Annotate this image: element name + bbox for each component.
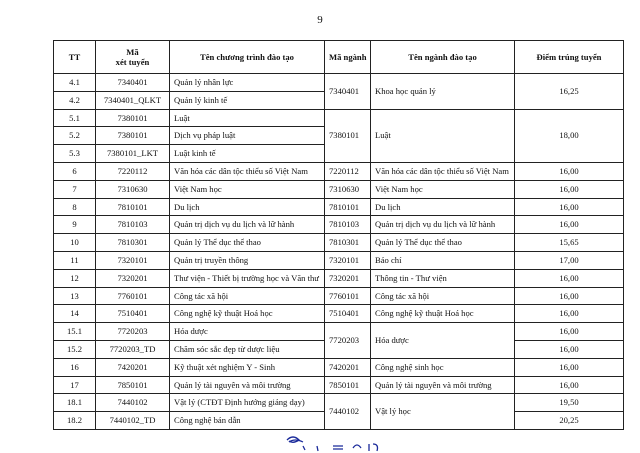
- cell-ma-xet-tuyen: 7810301: [96, 234, 170, 252]
- cell-ten-nganh: Báo chí: [371, 251, 515, 269]
- header-ma-xet-tuyen: [96, 41, 170, 74]
- cell-chuong-trinh: Quản lý nhân lực: [170, 74, 325, 92]
- table-row: [54, 358, 624, 376]
- cell-ma-xet-tuyen: 7310630: [96, 180, 170, 198]
- header-ten-chuong-trinh: Tên chương trình đào tạo: [170, 41, 325, 74]
- cell-ma-xet-tuyen: 7380101_LKT: [96, 145, 170, 163]
- cell-ma-nganh: 7810103: [325, 216, 371, 234]
- cell-diem: 19,50: [515, 394, 624, 412]
- cell-tt: 7: [54, 180, 96, 198]
- cell-ma-nganh: 7320201: [325, 269, 371, 287]
- cell-diem: 16,00: [515, 358, 624, 376]
- page-number: 9: [317, 14, 323, 26]
- cell-ten-nganh: Quản lý Thể dục thể thao: [371, 234, 515, 252]
- cell-ma-xet-tuyen: 7760101: [96, 287, 170, 305]
- cell-diem: 16,00: [515, 287, 624, 305]
- cell-chuong-trinh: Quản lý tài nguyên và môi trường: [170, 376, 325, 394]
- cell-chuong-trinh: Du lịch: [170, 198, 325, 216]
- table-row: [54, 74, 624, 92]
- cell-ten-nganh: Vật lý học: [371, 394, 515, 430]
- cell-chuong-trinh: Chăm sóc sắc đẹp từ dược liệu: [170, 340, 325, 358]
- cell-ma-nganh: 7320101: [325, 251, 371, 269]
- cell-chuong-trinh: Công nghệ bán dẫn: [170, 412, 325, 430]
- header-ten-nganh: Tên ngành đào tạo: [371, 41, 515, 74]
- cell-diem: 16,25: [515, 74, 624, 110]
- table-row: [54, 216, 624, 234]
- cell-tt: 4.1: [54, 74, 96, 92]
- cell-diem: 17,00: [515, 251, 624, 269]
- cell-ma-xet-tuyen: 7320101: [96, 251, 170, 269]
- table-row: [54, 234, 624, 252]
- cell-chuong-trinh: Quản lý Thể dục thể thao: [170, 234, 325, 252]
- cell-ma-nganh: 7340401: [325, 74, 371, 110]
- cell-ten-nganh: Khoa học quản lý: [371, 74, 515, 110]
- cell-chuong-trinh: Kỹ thuật xét nghiệm Y - Sinh: [170, 358, 325, 376]
- cell-diem: 16,00: [515, 340, 624, 358]
- cell-ma-xet-tuyen: 7850101: [96, 376, 170, 394]
- table-row: [54, 180, 624, 198]
- cell-ma-xet-tuyen: 7810101: [96, 198, 170, 216]
- cell-tt: 11: [54, 251, 96, 269]
- cell-ma-xet-tuyen: 7720203: [96, 323, 170, 341]
- cell-tt: 15.2: [54, 340, 96, 358]
- cell-chuong-trinh: Quản lý kinh tế: [170, 91, 325, 109]
- cell-chuong-trinh: Vật lý (CTĐT Định hướng giảng dạy): [170, 394, 325, 412]
- cell-ma-xet-tuyen: 7340401_QLKT: [96, 91, 170, 109]
- cell-tt: 5.3: [54, 145, 96, 163]
- cell-ma-nganh: 7810101: [325, 198, 371, 216]
- cell-ten-nganh: Công nghệ sinh học: [371, 358, 515, 376]
- cell-ma-nganh: 7850101: [325, 376, 371, 394]
- cell-tt: 6: [54, 162, 96, 180]
- cell-diem: 16,00: [515, 198, 624, 216]
- cell-diem: 16,00: [515, 180, 624, 198]
- table-row: [54, 394, 624, 412]
- cell-chuong-trinh: Việt Nam học: [170, 180, 325, 198]
- cell-tt: 5.2: [54, 127, 96, 145]
- cell-ten-nganh: Quản lý tài nguyên và môi trường: [371, 376, 515, 394]
- cell-tt: 13: [54, 287, 96, 305]
- cell-tt: 10: [54, 234, 96, 252]
- cell-ma-nganh: 7380101: [325, 109, 371, 162]
- cell-ma-xet-tuyen: 7440102: [96, 394, 170, 412]
- cell-tt: 17: [54, 376, 96, 394]
- cell-ma-xet-tuyen: 7720203_TD: [96, 340, 170, 358]
- cell-ten-nganh: Thông tin - Thư viện: [371, 269, 515, 287]
- cell-ma-xet-tuyen: 7380101: [96, 109, 170, 127]
- cell-ten-nganh: Công tác xã hội: [371, 287, 515, 305]
- admission-score-table: [53, 40, 624, 430]
- header-diem: Điểm trúng tuyển: [515, 41, 624, 74]
- cell-ma-nganh: 7220112: [325, 162, 371, 180]
- cell-ma-nganh: 7310630: [325, 180, 371, 198]
- cell-ma-nganh: 7760101: [325, 287, 371, 305]
- cell-ma-xet-tuyen: 7320201: [96, 269, 170, 287]
- cell-tt: 18.1: [54, 394, 96, 412]
- cell-ma-nganh: 7720203: [325, 323, 371, 359]
- cell-chuong-trinh: Quản trị truyền thông: [170, 251, 325, 269]
- cell-tt: 12: [54, 269, 96, 287]
- cell-diem: 15,65: [515, 234, 624, 252]
- table-row: [54, 269, 624, 287]
- cell-ten-nganh: Hóa dược: [371, 323, 515, 359]
- cell-chuong-trinh: Văn hóa các dân tộc thiểu số Việt Nam: [170, 162, 325, 180]
- table-row: [54, 109, 624, 127]
- cell-ma-xet-tuyen: 7340401: [96, 74, 170, 92]
- cell-chuong-trinh: Luật kinh tế: [170, 145, 325, 163]
- cell-ma-xet-tuyen: 7440102_TD: [96, 412, 170, 430]
- cell-ma-nganh: 7510401: [325, 305, 371, 323]
- table-row: [54, 376, 624, 394]
- cell-chuong-trinh: Luật: [170, 109, 325, 127]
- cell-chuong-trinh: Công tác xã hội: [170, 287, 325, 305]
- table-row: [54, 287, 624, 305]
- cell-diem: 20,25: [515, 412, 624, 430]
- cell-ma-xet-tuyen: 7510401: [96, 305, 170, 323]
- header-ma-line1: Mã: [126, 47, 139, 57]
- cell-ma-xet-tuyen: 7810103: [96, 216, 170, 234]
- cell-diem: 16,00: [515, 376, 624, 394]
- table-row: [54, 305, 624, 323]
- cell-diem: 16,00: [515, 269, 624, 287]
- cell-tt: 14: [54, 305, 96, 323]
- cell-tt: 9: [54, 216, 96, 234]
- table-row: [54, 251, 624, 269]
- cell-diem: 18,00: [515, 109, 624, 162]
- cell-ten-nganh: Công nghệ kỹ thuật Hoá học: [371, 305, 515, 323]
- handwritten-signature-mark: [283, 432, 413, 452]
- cell-diem: 16,00: [515, 216, 624, 234]
- cell-diem: 16,00: [515, 162, 624, 180]
- cell-ten-nganh: Luật: [371, 109, 515, 162]
- cell-tt: 8: [54, 198, 96, 216]
- cell-ten-nganh: Quản trị dịch vụ du lịch và lữ hành: [371, 216, 515, 234]
- cell-diem: 16,00: [515, 305, 624, 323]
- cell-ten-nganh: Du lịch: [371, 198, 515, 216]
- table-row: [54, 198, 624, 216]
- table-row: [54, 162, 624, 180]
- cell-ten-nganh: Việt Nam học: [371, 180, 515, 198]
- cell-ma-xet-tuyen: 7220112: [96, 162, 170, 180]
- header-ma-line2: xét tuyển: [115, 57, 150, 67]
- table-header-row: [54, 41, 624, 74]
- cell-chuong-trinh: Hóa dược: [170, 323, 325, 341]
- cell-ten-nganh: Văn hóa các dân tộc thiểu số Việt Nam: [371, 162, 515, 180]
- cell-chuong-trinh: Quản trị dịch vụ du lịch và lữ hành: [170, 216, 325, 234]
- cell-tt: 16: [54, 358, 96, 376]
- cell-chuong-trinh: Thư viện - Thiết bị trường học và Văn thư: [170, 269, 325, 287]
- table-row: [54, 323, 624, 341]
- cell-chuong-trinh: Dịch vụ pháp luật: [170, 127, 325, 145]
- cell-ma-nganh: 7810301: [325, 234, 371, 252]
- cell-ma-nganh: 7420201: [325, 358, 371, 376]
- cell-ma-xet-tuyen: 7380101: [96, 127, 170, 145]
- header-tt: TT: [54, 41, 96, 74]
- header-ma-nganh: Mã ngành: [325, 41, 371, 74]
- cell-ma-xet-tuyen: 7420201: [96, 358, 170, 376]
- cell-tt: 18.2: [54, 412, 96, 430]
- cell-tt: 5.1: [54, 109, 96, 127]
- cell-diem: 16,00: [515, 323, 624, 341]
- cell-chuong-trinh: Công nghệ kỹ thuật Hoá học: [170, 305, 325, 323]
- cell-tt: 15.1: [54, 323, 96, 341]
- cell-ma-nganh: 7440102: [325, 394, 371, 430]
- cell-tt: 4.2: [54, 91, 96, 109]
